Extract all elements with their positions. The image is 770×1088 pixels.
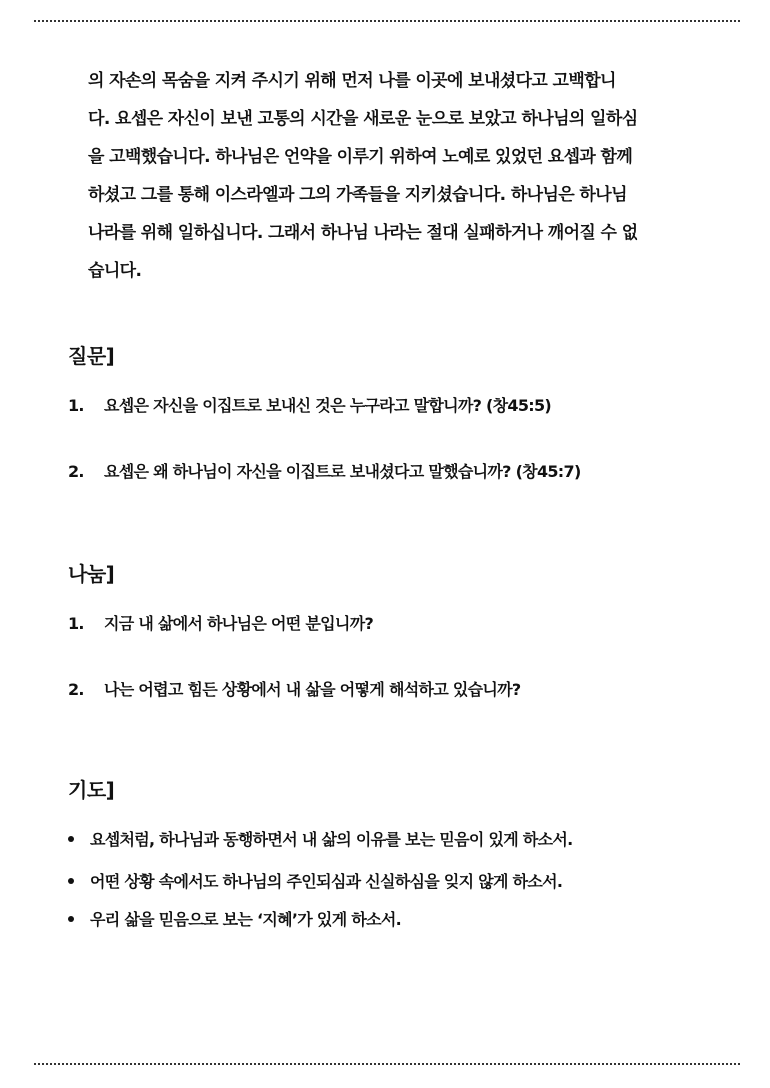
sharing-text: 나는 어렵고 힘든 상황에서 내 삶을 어떻게 해석하고 있습니까? [104,680,521,699]
sharing-heading: 나눔] [68,562,115,586]
sharing-item-2 [68,677,520,703]
bottom-divider [34,1063,740,1065]
prayer-item-1 [68,827,573,853]
sharing-text: 지금 내 삶에서 하나님은 어떤 분입니까? [104,614,374,633]
sharing-item-1 [68,611,373,637]
prayer-text: 어떤 상황 속에서도 하나님의 주인되심과 신실하심을 잊지 않게 하소서. [90,872,563,891]
body-paragraph [88,62,718,290]
prayer-text: 요셉처럼, 하나님과 동행하면서 내 삶의 이유를 보는 믿음이 있게 하소서. [90,830,573,849]
question-item-1 [68,393,551,419]
prayer-text: 우리 삶을 믿음으로 보는 ‘지혜’가 있게 하소서. [90,910,401,929]
question-item-2 [68,459,581,485]
bullet-icon [68,878,74,884]
question-text: 요셉은 자신을 이집트로 보내신 것은 누구라고 말합니까? (창45:5) [104,396,552,415]
question-number: 1. [68,396,84,415]
paragraph-line: 을 고백했습니다. 하나님은 언약을 이루기 위하여 노예로 있었던 요셉과 함께 [88,147,633,167]
paragraph-line: 의 자손의 목숨을 지켜 주시기 위해 먼저 나를 이곳에 보내셨다고 고백합니 [88,71,616,91]
bullet-icon [68,836,74,842]
paragraph-line: 나라를 위해 일하십니다. 그래서 하나님 나라는 절대 실패하거나 깨어질 수 없 [88,223,638,243]
paragraph-line: 다. 요셉은 자신이 보낸 고통의 시간을 새로운 눈으로 보았고 하나님의 일하심 [88,109,638,129]
prayer-item-2 [68,869,562,895]
question-text: 요셉은 왜 하나님이 자신을 이집트로 보내셨다고 말했습니까? (창45:7) [104,462,581,481]
top-divider [34,20,740,22]
prayer-heading: 기도] [68,778,115,802]
questions-heading: 질문] [68,344,115,368]
question-number: 2. [68,462,84,481]
bullet-icon [68,916,74,922]
sharing-number: 1. [68,614,84,633]
prayer-item-3 [68,907,401,933]
paragraph-line: 하셨고 그를 통해 이스라엘과 그의 가족들을 지키셨습니다. 하나님은 하나님 [88,185,627,205]
paragraph-line: 습니다. [88,261,142,281]
sharing-number: 2. [68,680,84,699]
